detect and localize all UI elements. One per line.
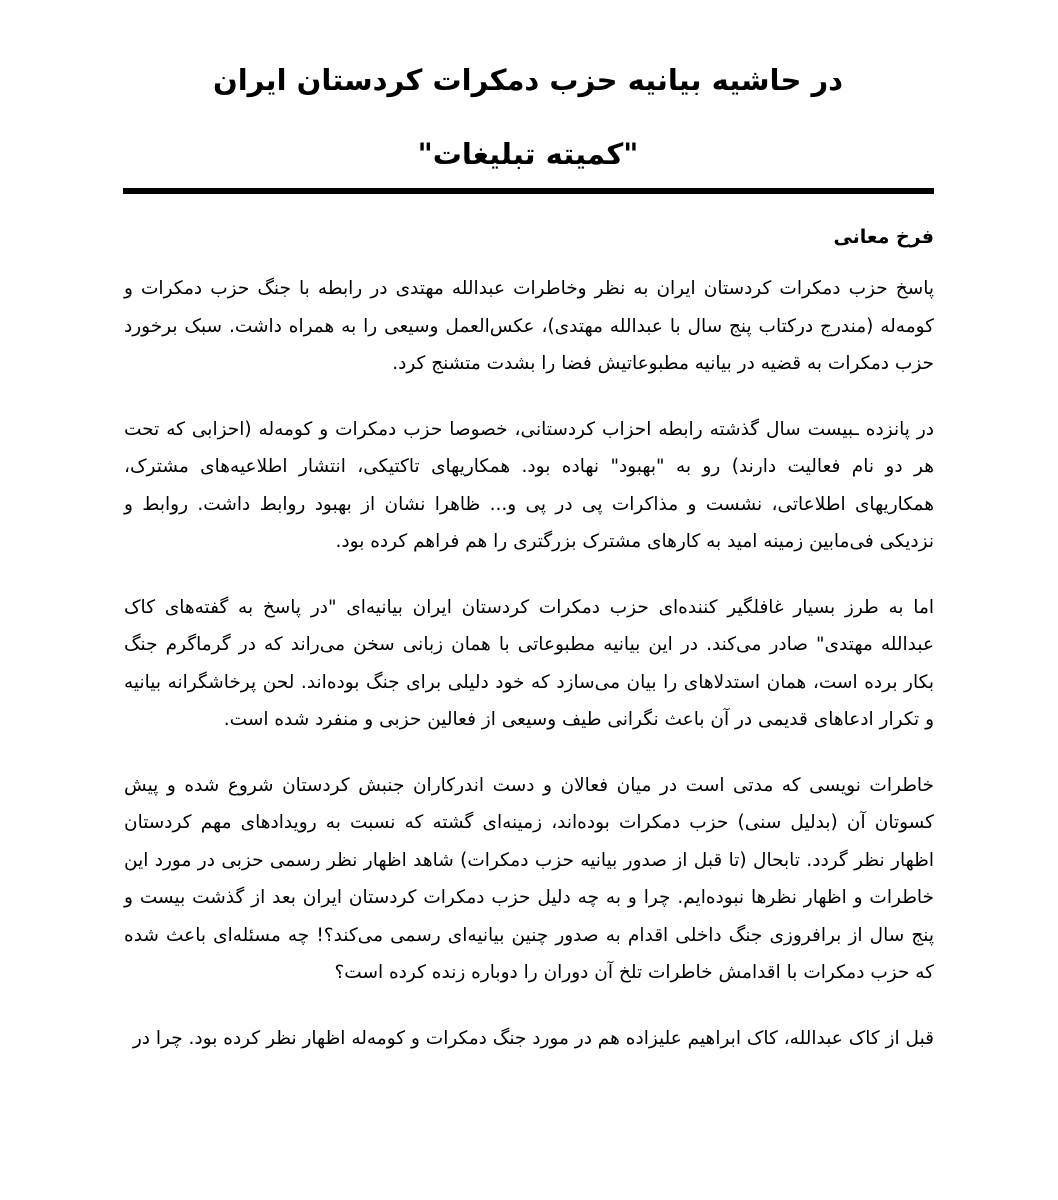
paragraph-2: در پانزده ـبیست سال گذشته رابطه احزاب کردستانی، خصوصا حزب دمکرات و کومه‌له (احزابی که تحت هر دو نام فعالیت دارند) رو به "بهبود" نهاده بود. همکاریهای تاکتیکی، انتشار اطلاعیه‌های مشترک، همکاریهای اطلاعاتی، نشست و مذاکرات پی در پی و... ظاهرا نشان از بهبود روابط داشت. روابط و نزدیکی فی‌مابین زمینه امید به کارهای مشترک بزرگتری را هم فراهم کرده بود. (124, 418, 934, 552)
paragraph-5: قبل از کاک عبدالله، کاک ابراهیم علیزاده هم در مورد جنگ دمکرات و کومه‌له اظهار نظر کرده بود. چرا در (132, 1027, 934, 1049)
paragraph-3: اما به طرز بسیار غافلگیر کننده‌ای حزب دمکرات کردستان ایران بیانیه‌ای "در پاسخ به گفته‌های کاک عبدالله مهتدی" صادر می‌کند. در این بیانیه مطبوعاتی با همان زبانی سخن می‌راند که در گرماگرم جنگ بکار برده است، همان استدلاهای را بیان می‌سازد که خود دلیلی برای جنگ بوده‌اند. لحن پرخاشگرانه بیانیه و تکرار ادعاهای قدیمی در آن باعث نگرانی طیف وسیعی از فعالین حزبی و منفرد شده است. (124, 596, 934, 730)
article-body (124, 270, 934, 1085)
author-name: فرخ معانی (833, 226, 934, 248)
title-divider (123, 188, 934, 194)
paragraph-1: پاسخ حزب دمکرات کردستان ایران به نظر وخاطرات عبدالله مهتدی در رابطه با جنگ حزب دمکرات و کومه‌له (مندرج درکتاب پنج سال با عبدالله مهتدی)، عکس‌العمل وسیعی را به همراه داشت. سبک برخورد حزب دمکرات به قضیه در بیانیه مطبوعاتیش فضا را بشدت متشنج کرد. (124, 278, 934, 374)
document-title: در حاشیه بیانیه حزب دمکرات کردستان ایران (212, 63, 844, 97)
document-subtitle: "کمیته تبلیغات" (417, 137, 639, 171)
paragraph-4: خاطرات نویسی که مدتی است در میان فعالان و دست اندرکاران جنبش کردستان شروع شده و پیش کسوتان آن (بدلیل سنی) حزب دمکرات بوده‌اند، زمینه‌ای گشته که نسبت به رویدادهای مهم کردستان اظهار نظر گردد. تابحال (تا قبل از صدور بیانیه حزب دمکرات) شاهد اظهار نظر رسمی حزبی در مورد این خاطرات و اظهار نظرها نبوده‌ایم. چرا و به چه دلیل حزب دمکرات کردستان ایران بعد از گذشت بیست و پنج سال از برافروزی جنگ داخلی اقدام به صدور چنین بیانیه‌ای رسمی می‌کند؟! چه مسئله‌ای باعث شده که حزب دمکرات با اقدامش خاطرات تلخ آن دوران را دوباره زنده کرده است؟ (124, 774, 934, 983)
